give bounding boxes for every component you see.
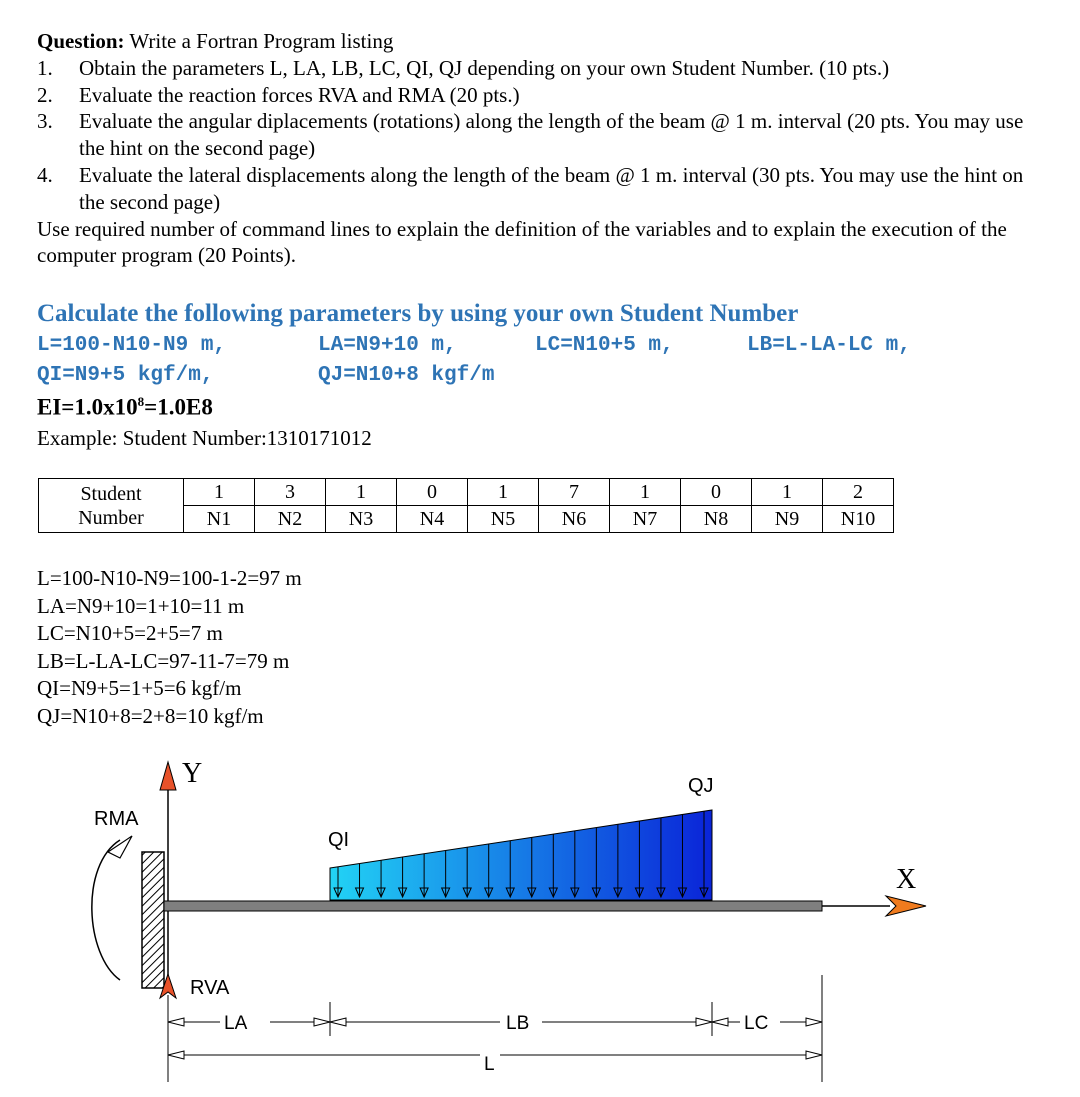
result-line-qj: QJ=N10+8=2+8=10 kgf/m xyxy=(37,703,264,728)
dim-arrowhead-icon xyxy=(330,1018,346,1026)
y-axis xyxy=(160,758,202,990)
name-cell: N3 xyxy=(326,506,397,533)
dim-arrowhead-icon xyxy=(806,1018,822,1026)
name-cell: N8 xyxy=(681,506,752,533)
digit-cell: 2 xyxy=(823,479,894,506)
x-arrow-icon xyxy=(886,896,926,916)
dimension-lines xyxy=(168,975,822,1082)
item-number: 1. xyxy=(37,55,53,80)
la-label: LA xyxy=(224,1013,248,1034)
dim-arrowhead-icon xyxy=(314,1018,330,1026)
question-title-label: Question: xyxy=(37,29,125,53)
formula-la: LA=N9+10 m, xyxy=(318,334,457,357)
item-number: 4. xyxy=(37,162,53,187)
dim-arrowhead-icon xyxy=(168,1051,184,1059)
digit-cell: 1 xyxy=(326,479,397,506)
question-item-4 xyxy=(37,162,1047,216)
name-cell: N2 xyxy=(255,506,326,533)
formula-qj: QJ=N10+8 kgf/m xyxy=(318,364,495,387)
student-number-table xyxy=(38,478,894,533)
name-cell: N9 xyxy=(752,506,823,533)
y-arrow-icon xyxy=(160,762,176,790)
digit-cell: 1 xyxy=(468,479,539,506)
example-line: Example: Student Number:1310171012 xyxy=(37,426,372,450)
digit-cell: 3 xyxy=(255,479,326,506)
digit-cell: 1 xyxy=(610,479,681,506)
name-cell: N7 xyxy=(610,506,681,533)
table-row xyxy=(39,479,894,506)
l-label: L xyxy=(484,1054,495,1075)
item-text: Obtain the parameters L, LA, LB, LC, QI, QJ depending on your own Student Number. (10 pts.) xyxy=(79,55,890,80)
item-number: 3. xyxy=(37,109,53,134)
name-cell: N4 xyxy=(397,506,468,533)
row-label-number: Number xyxy=(78,506,144,529)
result-line-lc: LC=N10+5=2+5=7 m xyxy=(37,621,223,645)
calc-heading: Calculate the following parameters by using your own Student Number xyxy=(37,300,799,327)
moment-arc xyxy=(92,840,120,980)
question-block xyxy=(37,28,1047,269)
lb-label: LB xyxy=(506,1013,530,1034)
lc-label: LC xyxy=(744,1013,769,1034)
row-label-student: Student xyxy=(80,482,142,505)
dim-arrowhead-icon xyxy=(806,1051,822,1059)
load-trapezoid xyxy=(330,810,712,900)
result-line-la: LA=N9+10=1+10=11 m xyxy=(37,593,245,618)
fixed-support-wall xyxy=(142,852,164,988)
digit-cell: 0 xyxy=(681,479,752,506)
formula-qi: QI=N9+5 kgf/m, xyxy=(37,364,214,387)
ei-exponent: 8 xyxy=(137,394,145,409)
formula-lc: LC=N10+5 m, xyxy=(535,334,674,357)
item-text: Evaluate the angular diplacements (rotations) along the length of the beam @ 1 m. interval (20 pts. You may use the hint on the second page) xyxy=(79,109,1024,161)
digit-cell: 7 xyxy=(539,479,610,506)
ei-line xyxy=(37,394,213,421)
question-title xyxy=(37,28,1047,55)
question-closing: Use required number of command lines to explain the definition of the variables and to explain the execution of the computer program (20 Points). xyxy=(37,216,1007,268)
result-line-qi: QI=N9+5=1+5=6 kgf/m xyxy=(37,676,242,700)
ei-suffix: =1.0E8 xyxy=(144,394,213,420)
name-cell: N10 xyxy=(823,506,894,533)
rma-label: RMA xyxy=(94,808,139,830)
formula-l: L=100-N10-N9 m, xyxy=(37,334,227,357)
ei-prefix: EI=1.0x10 xyxy=(37,394,138,420)
beam xyxy=(164,901,822,911)
rva-label: RVA xyxy=(190,977,230,999)
qi-label: QI xyxy=(328,829,350,851)
item-text: Evaluate the reaction forces RVA and RMA (20 pts.) xyxy=(79,82,520,107)
result-line-l: L=100-N10-N9=100-1-2=97 m xyxy=(37,566,302,590)
dim-arrowhead-icon xyxy=(168,1018,184,1026)
vertical-reaction xyxy=(160,974,230,999)
digit-cell: 1 xyxy=(184,479,255,506)
item-text: Evaluate the lateral displacements along the length of the beam @ 1 m. interval (30 pts. You may use the hint on the second page) xyxy=(79,162,1024,214)
question-title-text: Write a Fortran Program listing xyxy=(124,29,394,53)
result-line-lb: LB=L-LA-LC=97-11-7=79 m xyxy=(37,648,290,673)
name-cell: N5 xyxy=(468,506,539,533)
dim-arrowhead-icon xyxy=(712,1018,728,1026)
distributed-load xyxy=(328,775,714,900)
qj-label: QJ xyxy=(688,775,714,797)
moment-arrow xyxy=(92,808,139,980)
question-item-2 xyxy=(37,82,1047,109)
name-cell: N6 xyxy=(539,506,610,533)
dim-arrowhead-icon xyxy=(696,1018,712,1026)
digit-cell: 0 xyxy=(397,479,468,506)
calc-results xyxy=(37,565,302,730)
y-axis-label: Y xyxy=(182,758,203,789)
x-axis xyxy=(822,864,926,916)
question-item-1 xyxy=(37,55,1047,82)
table-header-cell xyxy=(39,479,184,533)
question-item-3 xyxy=(37,108,1047,162)
x-axis-label: X xyxy=(896,864,917,895)
beam-diagram xyxy=(60,750,960,1090)
name-cell: N1 xyxy=(184,506,255,533)
formula-lb: LB=L-LA-LC m, xyxy=(747,334,911,357)
digit-cell: 1 xyxy=(752,479,823,506)
item-number: 2. xyxy=(37,82,53,107)
